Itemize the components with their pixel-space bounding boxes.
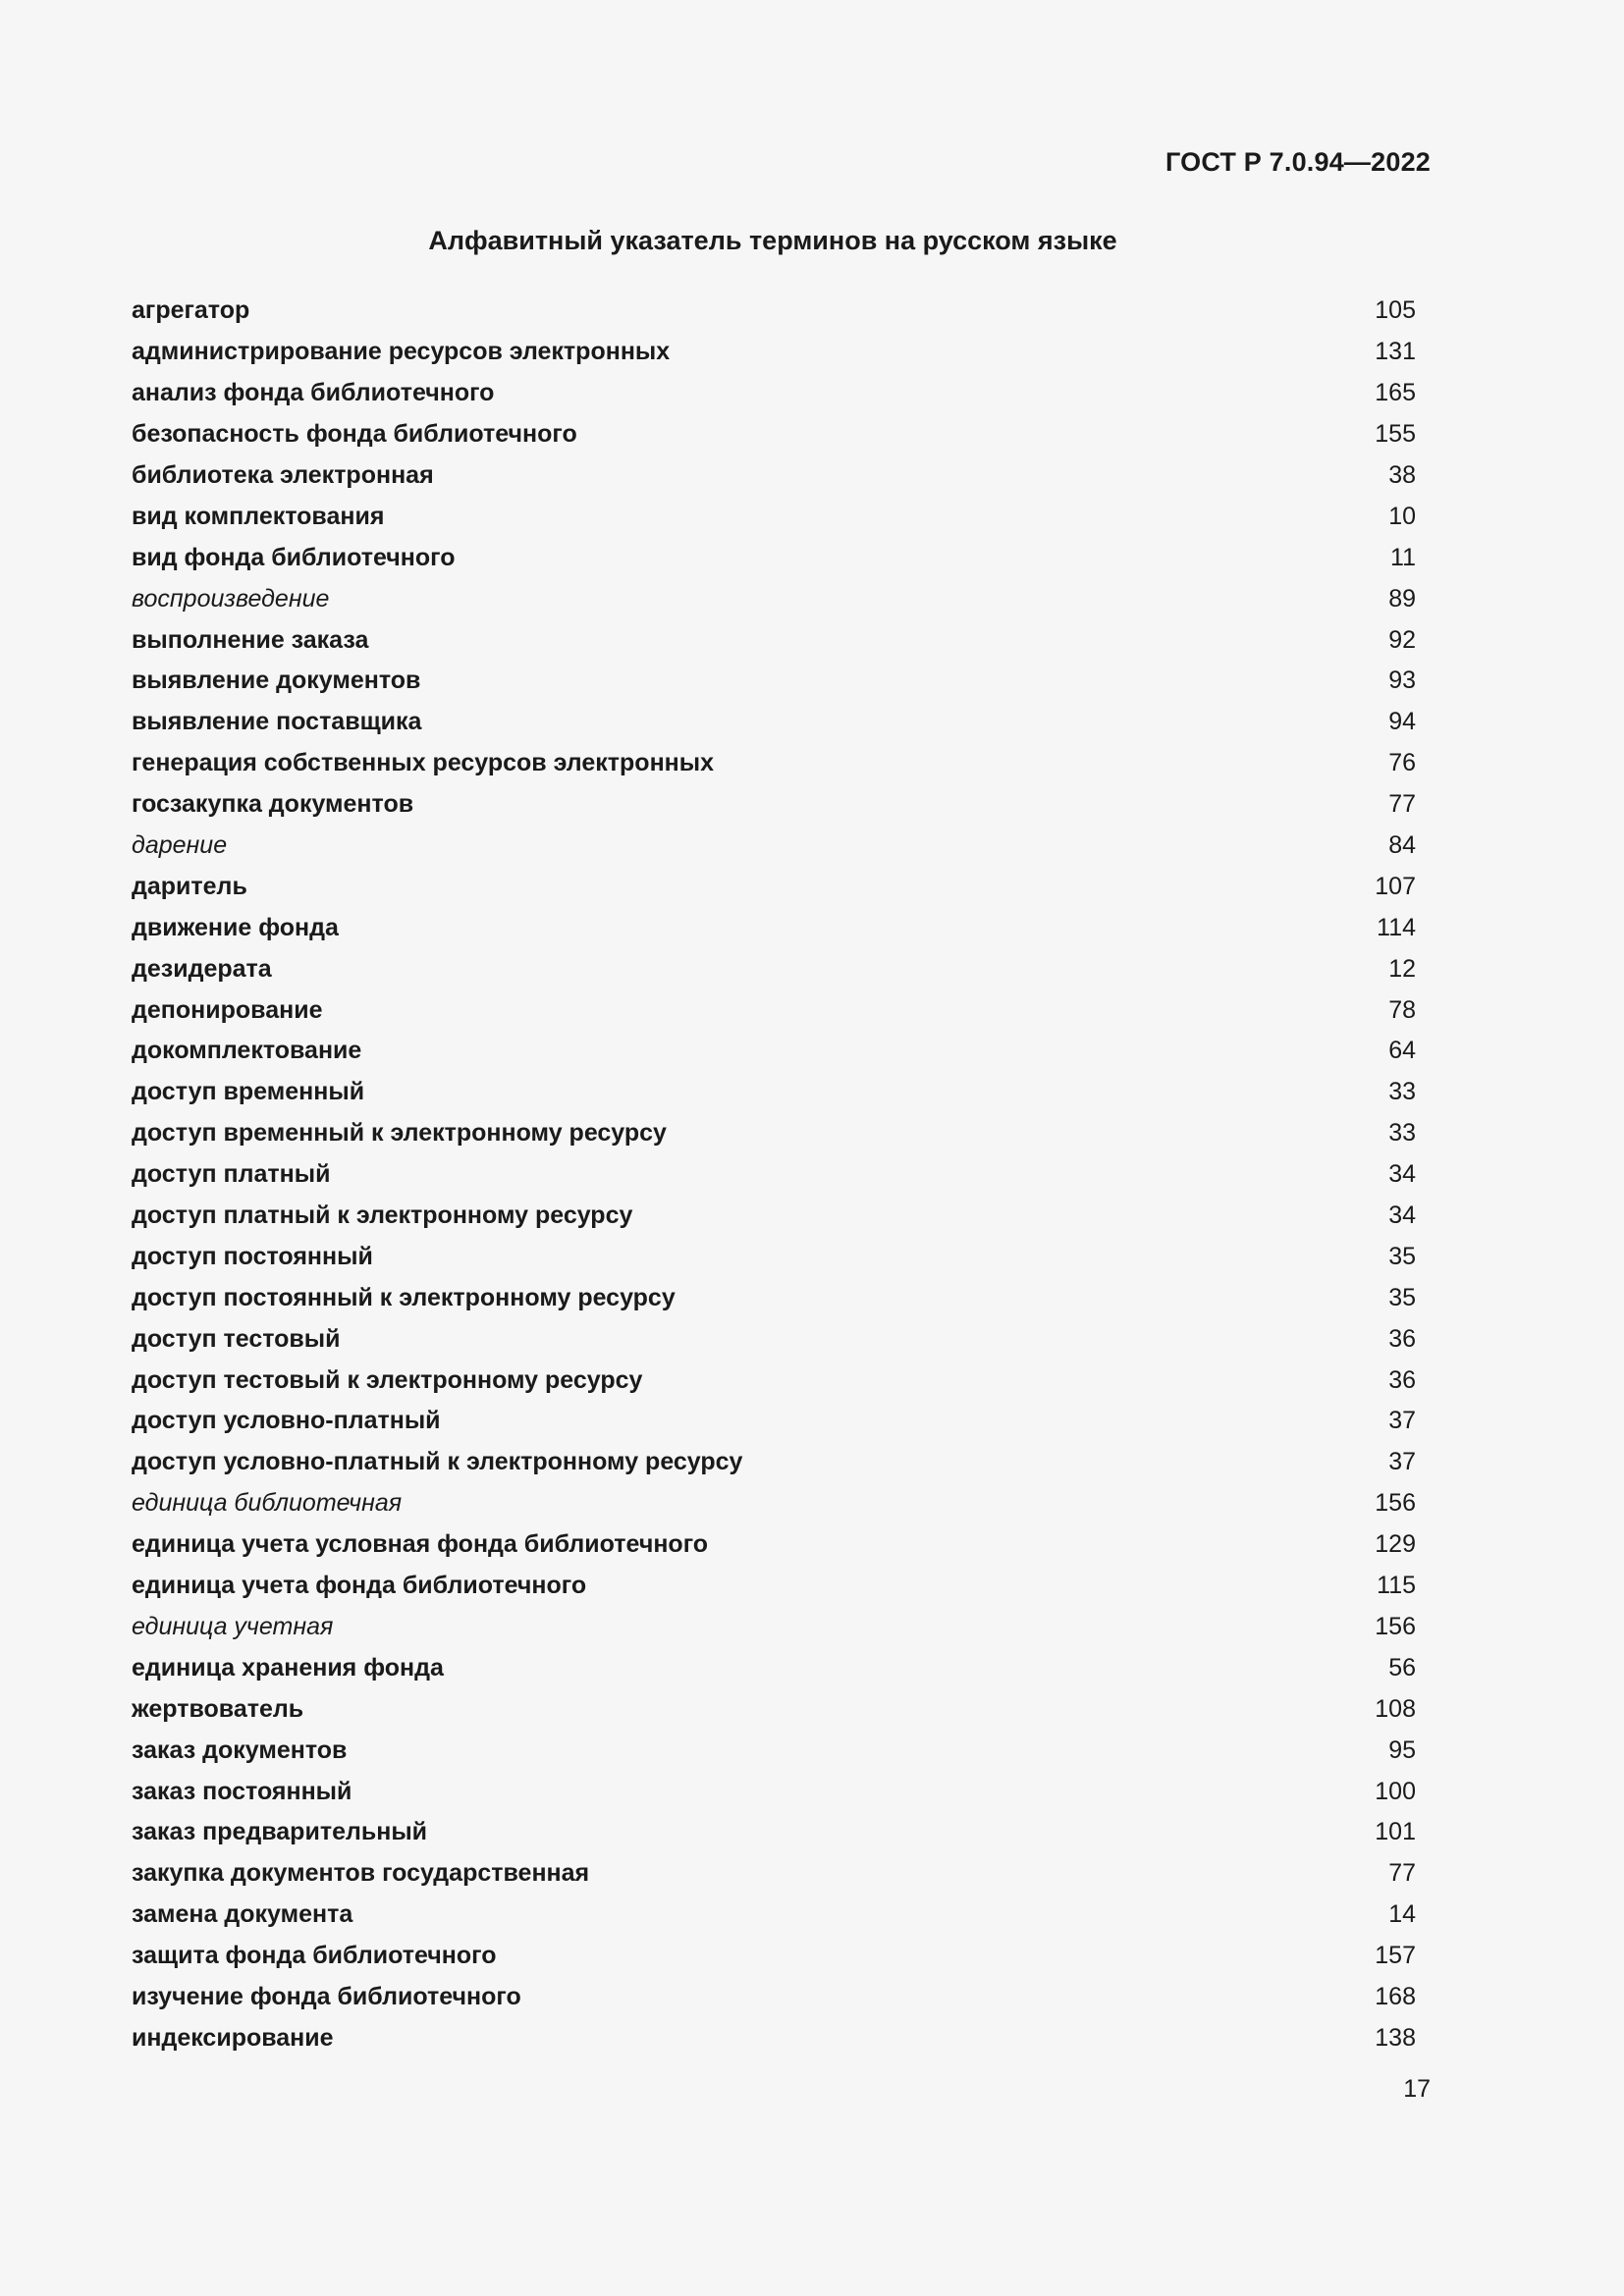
index-entry: [132, 702, 1416, 743]
index-term-number: 165: [1375, 379, 1416, 407]
index-entry: [132, 455, 1416, 497]
page-number: 17: [1403, 2075, 1431, 2103]
index-term-number: 77: [1388, 1859, 1416, 1888]
index-term: заказ предварительный: [132, 1818, 428, 1846]
index-entry: [132, 826, 1416, 867]
index-entry: [132, 1730, 1416, 1771]
index-term-number: 64: [1388, 1037, 1416, 1065]
index-entry: [132, 1113, 1416, 1154]
index-entry: [132, 1072, 1416, 1113]
index-term-number: 156: [1375, 1489, 1416, 1518]
index-term-number: 35: [1388, 1242, 1416, 1270]
index-term-number: 92: [1388, 625, 1416, 654]
index-entry: [132, 1977, 1416, 2018]
index-term: доступ тестовый: [132, 1324, 341, 1353]
index-term: даритель: [132, 872, 247, 900]
index-term-number: 37: [1388, 1407, 1416, 1435]
index-term: доступ временный: [132, 1078, 365, 1106]
index-entry: [132, 1812, 1416, 1853]
index-term: единица учета условная фонда библиотечного: [132, 1530, 709, 1559]
index-term: депонирование: [132, 995, 323, 1024]
index-term-number: 35: [1388, 1283, 1416, 1311]
index-entry: [132, 373, 1416, 414]
index-term: изучение фонда библиотечного: [132, 1982, 521, 2010]
index-term-number: 77: [1388, 790, 1416, 819]
index-entry: [132, 578, 1416, 619]
index-term: дезидерата: [132, 954, 272, 983]
index-term-number: 34: [1388, 1201, 1416, 1230]
index-term-number: 36: [1388, 1324, 1416, 1353]
index-entry: [132, 2017, 1416, 2058]
index-term: замена документа: [132, 1900, 353, 1929]
index-entry: [132, 1936, 1416, 1977]
index-term-number: 129: [1375, 1530, 1416, 1559]
index-entry: [132, 948, 1416, 989]
index-term: доступ постоянный к электронному ресурсу: [132, 1283, 676, 1311]
index-term-number: 93: [1388, 667, 1416, 695]
index-term: закупка документов государственная: [132, 1859, 590, 1888]
index-term: выполнение заказа: [132, 625, 369, 654]
index-term-number: 34: [1388, 1160, 1416, 1189]
index-term: администрирование ресурсов электронных: [132, 338, 671, 366]
index-term: вид фонда библиотечного: [132, 543, 456, 571]
index-entry: [132, 784, 1416, 826]
index-entry: [132, 1318, 1416, 1360]
index-term: единица учетная: [132, 1612, 334, 1640]
index-term-number: 14: [1388, 1900, 1416, 1929]
index-entry: [132, 332, 1416, 373]
index-entry: [132, 1566, 1416, 1607]
index-term: агрегатор: [132, 296, 250, 325]
index-term-number: 38: [1388, 461, 1416, 489]
index-term: доступ платный: [132, 1160, 331, 1189]
index-term-number: 10: [1388, 502, 1416, 530]
index-term-number: 100: [1375, 1777, 1416, 1805]
index-entry: [132, 989, 1416, 1031]
index-term: доступ временный к электронному ресурсу: [132, 1119, 667, 1148]
index-entry: [132, 1031, 1416, 1072]
index-entry: [132, 661, 1416, 702]
index-entry: [132, 414, 1416, 455]
index-entry: [132, 1277, 1416, 1318]
index-title: Алфавитный указатель терминов на русском языке: [428, 226, 1117, 255]
document-standard-header: ГОСТ Р 7.0.94—2022: [1164, 147, 1431, 177]
index-term: госзакупка документов: [132, 790, 414, 819]
index-term-number: 168: [1375, 1982, 1416, 2010]
index-entry: [132, 1647, 1416, 1688]
index-term-number: 33: [1388, 1119, 1416, 1148]
index-entry: [132, 1442, 1416, 1483]
index-entry: [132, 1401, 1416, 1442]
index-term: единица библиотечная: [132, 1489, 403, 1518]
index-term-number: 114: [1377, 913, 1416, 941]
index-term-number: 84: [1388, 831, 1416, 860]
index-entry: [132, 1236, 1416, 1277]
index-term-number: 12: [1388, 954, 1416, 983]
index-term-number: 105: [1375, 296, 1416, 325]
index-term-number: 56: [1388, 1653, 1416, 1682]
index-term: доступ платный к электронному ресурсу: [132, 1201, 633, 1230]
index-term: выявление документов: [132, 667, 421, 695]
index-entry: [132, 1853, 1416, 1895]
index-entry: [132, 1196, 1416, 1237]
index-entry: [132, 1771, 1416, 1812]
index-term-number: 157: [1375, 1942, 1416, 1970]
index-term-number: 131: [1375, 338, 1416, 366]
index-term-number: 78: [1388, 995, 1416, 1024]
index-term-number: 89: [1388, 584, 1416, 613]
index-term: индексирование: [132, 2023, 334, 2052]
index-term-number: 101: [1375, 1818, 1416, 1846]
index-term-number: 115: [1377, 1572, 1416, 1600]
index-entry: [132, 907, 1416, 948]
index-term-number: 138: [1375, 2023, 1416, 2052]
index-term: движение фонда: [132, 913, 339, 941]
index-entry: [132, 866, 1416, 907]
index-term: докомплектование: [132, 1037, 362, 1065]
index-entry: [132, 1895, 1416, 1936]
index-term: заказ документов: [132, 1735, 348, 1764]
index-entry: [132, 743, 1416, 784]
index-term-number: 33: [1388, 1078, 1416, 1106]
index-term: единица учета фонда библиотечного: [132, 1572, 587, 1600]
index-entry: [132, 1360, 1416, 1401]
index-entry: [132, 1524, 1416, 1566]
index-list: [132, 291, 1416, 2058]
index-term-number: 155: [1375, 420, 1416, 449]
index-entry: [132, 1483, 1416, 1524]
index-term: дарение: [132, 831, 228, 860]
index-entry: [132, 1607, 1416, 1648]
index-term: жертвователь: [132, 1694, 304, 1723]
index-term: выявление поставщика: [132, 708, 422, 736]
index-term-number: 37: [1388, 1448, 1416, 1476]
index-entry: [132, 537, 1416, 578]
index-entry: [132, 619, 1416, 661]
index-term: воспроизведение: [132, 584, 330, 613]
index-entry: [132, 1154, 1416, 1196]
index-term: безопасность фонда библиотечного: [132, 420, 577, 449]
index-term: заказ постоянный: [132, 1777, 352, 1805]
index-entry: [132, 1688, 1416, 1730]
index-term-number: 107: [1375, 872, 1416, 900]
index-entry: [132, 496, 1416, 537]
index-term-number: 76: [1388, 749, 1416, 777]
index-term: доступ условно-платный: [132, 1407, 441, 1435]
index-term-number: 95: [1388, 1735, 1416, 1764]
index-term: анализ фонда библиотечного: [132, 379, 495, 407]
index-term-number: 36: [1388, 1365, 1416, 1394]
index-term: доступ тестовый к электронному ресурсу: [132, 1365, 643, 1394]
index-term: генерация собственных ресурсов электронных: [132, 749, 715, 777]
index-term-number: 11: [1390, 543, 1416, 571]
index-term-number: 108: [1375, 1694, 1416, 1723]
index-term: доступ постоянный: [132, 1242, 373, 1270]
index-term-number: 94: [1388, 708, 1416, 736]
index-term: доступ условно-платный к электронному ресурсу: [132, 1448, 743, 1476]
index-term: библиотека электронная: [132, 461, 434, 489]
index-term-number: 156: [1375, 1612, 1416, 1640]
index-entry: [132, 291, 1416, 332]
index-term: единица хранения фонда: [132, 1653, 444, 1682]
index-term: вид комплектования: [132, 502, 385, 530]
index-term: защита фонда библиотечного: [132, 1942, 497, 1970]
